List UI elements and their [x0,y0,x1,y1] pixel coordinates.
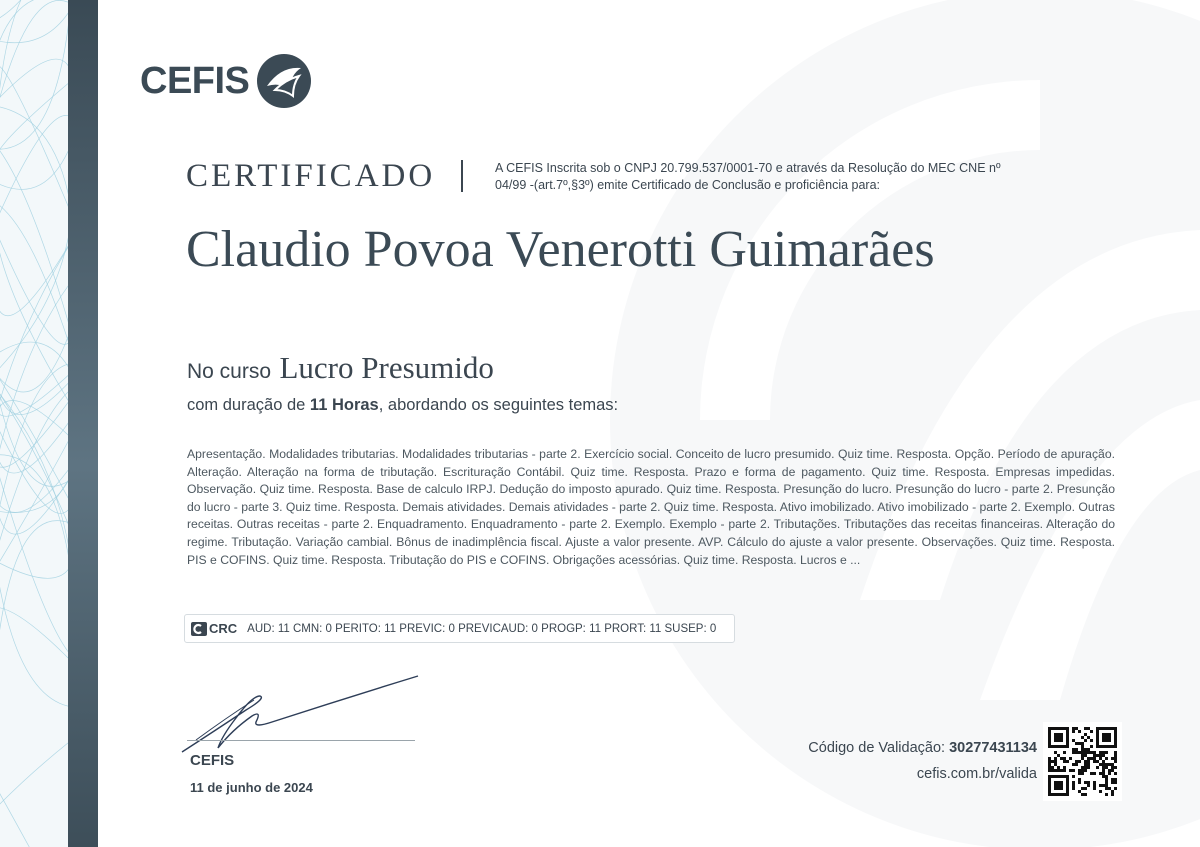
qr-module [1099,763,1102,766]
qr-module [1114,778,1117,781]
validation-code: 30277431134 [949,740,1037,756]
pattern-line [0,464,68,513]
qr-module [1063,766,1066,769]
qr-module [1114,781,1117,784]
course-name: Lucro Presumido [279,350,494,385]
pattern-line [0,0,68,143]
qr-module [1087,736,1090,739]
qr-module [1114,751,1117,754]
qr-module [1081,787,1084,790]
qr-module [1048,766,1051,769]
qr-module [1114,757,1117,760]
qr-module [1063,769,1066,772]
qr-module [1063,751,1066,754]
qr-module [1054,733,1063,742]
recipient-name: Claudio Povoa Venerotti Guimarães [186,221,935,278]
qr-module [1072,775,1075,778]
qr-module [1087,784,1090,787]
qr-module [1081,736,1084,739]
qr-module [1048,760,1051,763]
qr-module [1102,754,1105,757]
qr-module [1099,790,1102,793]
validation-code-line [808,740,1037,756]
qr-module [1066,760,1069,763]
qr-module [1072,769,1075,772]
pattern-line [0,0,68,115]
qr-module [1087,751,1090,754]
qr-module [1099,784,1102,787]
qr-module [1072,730,1075,733]
qr-module [1114,766,1117,769]
qr-module [1054,760,1057,763]
qr-module [1084,781,1087,784]
pattern-line [0,455,68,587]
qr-module [1087,763,1090,766]
qr-module [1054,781,1063,790]
qr-module [1093,754,1096,757]
pattern-line [0,372,68,507]
certificate-title: CERTIFICADO [186,158,436,194]
qr-module [1084,754,1087,757]
course-line [187,350,494,386]
qr-module [1093,751,1096,754]
qr-module [1102,751,1105,754]
pattern-line [0,396,68,468]
qr-module [1081,745,1084,748]
qr-code [1043,722,1122,801]
duration-value: 11 Horas [309,396,379,414]
qr-module [1093,772,1096,775]
pattern-line [0,202,68,356]
pattern-line [0,739,68,809]
pattern-line [0,382,68,486]
qr-module [1096,766,1099,769]
qr-module [1105,775,1108,778]
qr-module [1102,766,1105,769]
qr-module [1054,763,1057,766]
qr-module [1057,766,1060,769]
issue-date: 11 de junho de 2024 [190,780,313,795]
qr-module [1099,751,1102,754]
qr-module [1096,754,1099,757]
qr-module [1075,748,1078,751]
qr-module [1078,769,1081,772]
course-topics: Apresentação. Modalidades tributarias. Modalidades tributarias - parte 2. Exercício social. Conceito de lucro presumido. Quiz time. Resposta. Opção. Período de apuração. Alteração. Alteração na forma de tributação. Escrituração Contábil. Quiz time. Resposta. Prazo e forma de pagamento. Quiz time. Resposta. Empresas impedidas. Observação. Quiz time. Resposta. Base de calculo IRPJ. Dedução do imposto apurado. Quiz time. Resposta. Presunção do lucro. Presunção do lucro - parte 2. Presunção do lucro - parte 3. Quiz time. Resposta. Demais atividades. Demais atividades - parte 2. Quiz time. Resposta. Ativo imobilizado. Ativo imobilizado - parte 2. Exemplo. Outras receitas. Outras receitas - parte 2. Enquadramento. Enquadramento - parte 2. Exemplo. Exemplo - parte 2. Tributações. Tributações das receitas financeiras. Alteração do regime. Tributação. Variação cambial. Bônus de inadimplência fiscal. Ajuste a valor presente. AVP. Cálculo do ajuste a valor presente. Observações. Quiz time. Resposta. PIS e COFINS. Quiz time. Resposta. Tributação do PIS e COFINS. Obrigações acessórias. Quiz time. Resposta. Lucros e ... [187,447,1116,567]
qr-module [1105,793,1108,796]
qr-module [1111,790,1114,793]
qr-module [1087,781,1090,784]
qr-module [1090,751,1093,754]
decorative-band [68,0,98,847]
qr-module [1105,781,1108,784]
pattern-line [0,239,68,418]
qr-module [1054,769,1057,772]
pattern-line [0,521,68,670]
qr-module [1102,733,1111,742]
qr-module [1087,766,1090,769]
qr-module [1093,757,1096,760]
qr-module [1093,787,1096,790]
qr-module [1069,757,1072,760]
pattern-line [0,0,68,21]
qr-module [1105,763,1108,766]
certificate-intro: A CEFIS Inscrita sob o CNPJ 20.799.537/0001-70 e através da Resolução do MEC CNE nº 04/99 -(art.7º,§3º) emite Certificado de Conclusão e proficiência para: [495,161,1001,192]
validation-url[interactable]: cefis.com.br/valida [916,766,1037,782]
crc-logo-icon [191,622,207,636]
qr-module [1102,772,1105,775]
qr-module [1114,760,1117,763]
qr-module [1084,760,1087,763]
qr-module [1081,751,1084,754]
pattern-line [0,5,68,42]
background-watermark-icon [560,0,1200,847]
qr-module [1078,742,1081,745]
qr-module [1084,787,1087,790]
qr-module [1072,781,1075,784]
qr-module [1060,769,1063,772]
qr-module [1114,787,1117,790]
qr-module [1054,751,1057,754]
pattern-line [0,400,68,439]
qr-module [1072,739,1075,742]
pattern-line [0,323,68,392]
qr-module [1078,751,1081,754]
qr-module [1078,781,1081,784]
cefis-emblem-icon [255,52,313,110]
qr-module [1078,730,1081,733]
qr-module [1048,763,1051,766]
qr-module [1063,757,1066,760]
qr-module [1084,739,1087,742]
qr-module [1111,757,1114,760]
decorative-pattern [0,0,68,847]
qr-module [1081,742,1084,745]
qr-module [1051,769,1054,772]
qr-module [1060,757,1063,760]
qr-module [1078,760,1081,763]
qr-module [1084,763,1087,766]
qr-module [1087,760,1090,763]
qr-module [1081,748,1084,751]
qr-module [1087,757,1090,760]
signer-name: CEFIS [190,752,235,769]
qr-module [1105,766,1108,769]
duration-line [187,396,618,415]
qr-module [1093,781,1096,784]
qr-module [1072,727,1075,730]
course-prefix: No curso [187,360,272,383]
qr-module [1072,787,1075,790]
qr-module [1102,763,1105,766]
qr-module [1087,748,1090,751]
qr-module [1075,763,1078,766]
qr-module [1111,778,1114,781]
qr-module [1081,766,1084,769]
qr-module [1084,733,1087,736]
qr-module [1054,757,1057,760]
signature-icon [176,670,426,760]
signature-line [187,740,415,741]
qr-module [1063,760,1066,763]
qr-module [1069,769,1072,772]
cefis-logo [140,52,313,110]
line-pattern-icon [0,0,68,847]
qr-module [1084,769,1087,772]
qr-module [1093,760,1096,763]
qr-module [1102,769,1105,772]
qr-module [1090,739,1093,742]
qr-module [1081,772,1084,775]
crc-values: AUD: 11 CMN: 0 PERITO: 11 PREVIC: 0 PREVICAUD: 0 PROGP: 11 PRORT: 11 SUSEP: 0 [247,622,717,635]
qr-module [1111,781,1114,784]
qr-module [1075,727,1078,730]
qr-module [1102,760,1105,763]
qr-module [1084,793,1087,796]
qr-module [1057,754,1060,757]
qr-module [1075,742,1078,745]
qr-module [1084,748,1087,751]
qr-module [1084,751,1087,754]
qr-module [1090,757,1093,760]
qr-module [1099,772,1102,775]
qr-module [1102,784,1105,787]
qr-code-icon [1048,727,1117,796]
qr-module [1111,763,1114,766]
qr-module [1072,784,1075,787]
qr-module [1084,727,1087,730]
qr-module [1111,769,1114,772]
qr-module [1093,784,1096,787]
qr-module [1057,769,1060,772]
qr-module [1111,793,1114,796]
qr-module [1108,787,1111,790]
qr-module [1090,745,1093,748]
qr-module [1105,778,1108,781]
qr-module [1102,775,1105,778]
pattern-line [0,238,68,316]
title-divider [461,160,463,192]
crc-logo [191,621,237,636]
qr-module [1081,769,1084,772]
qr-module [1108,763,1111,766]
qr-module [1081,757,1084,760]
qr-module [1105,784,1108,787]
qr-module [1090,772,1093,775]
qr-module [1078,778,1081,781]
qr-module [1051,760,1054,763]
qr-module [1105,787,1108,790]
qr-module [1087,727,1090,730]
qr-module [1078,790,1081,793]
qr-module [1096,760,1099,763]
qr-module [1072,751,1075,754]
pattern-line [0,560,68,578]
qr-module [1075,760,1078,763]
logo-text: CEFIS [140,59,250,102]
pattern-line [0,279,68,469]
qr-module [1081,793,1084,796]
crc-points-box [184,614,735,643]
qr-module [1114,772,1117,775]
qr-module [1072,748,1075,751]
qr-module [1114,754,1117,757]
qr-module [1051,766,1054,769]
pattern-line [0,106,68,223]
pattern-line [0,65,68,218]
qr-module [1105,751,1108,754]
qr-module [1108,769,1111,772]
qr-module [1099,757,1102,760]
duration-prefix: com duração de [187,396,306,414]
qr-module [1048,757,1051,760]
qr-module [1099,754,1102,757]
qr-module [1108,772,1111,775]
qr-module [1072,763,1075,766]
pattern-line [0,375,68,414]
qr-module [1048,769,1051,772]
qr-module [1105,757,1108,760]
pattern-line [0,0,68,149]
qr-module [1081,754,1084,757]
qr-module [1078,772,1081,775]
duration-suffix: , abordando os seguintes temas: [378,396,619,414]
validation-label: Código de Validação: [808,740,946,756]
qr-module [1090,730,1093,733]
pattern-line [0,226,68,409]
qr-module [1084,766,1087,769]
crc-logo-text: CRC [209,621,238,636]
qr-module [1111,766,1114,769]
pattern-line [0,0,68,54]
qr-module [1075,751,1078,754]
